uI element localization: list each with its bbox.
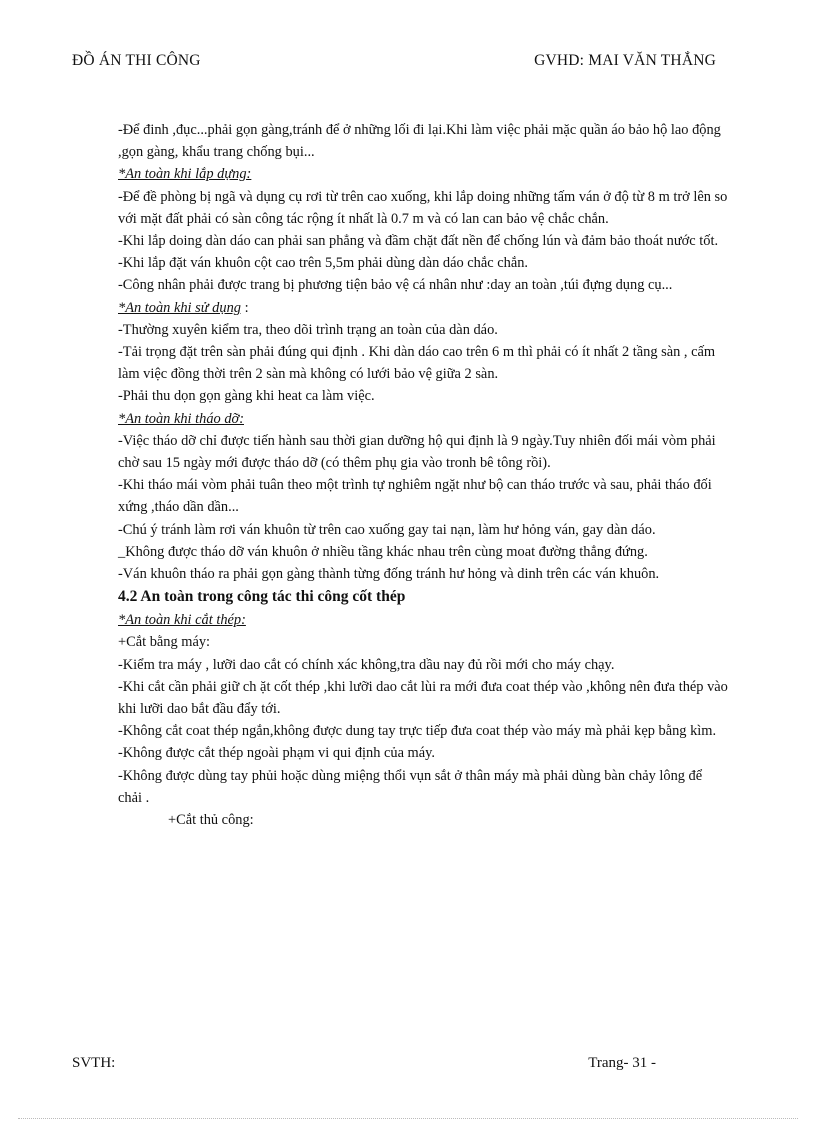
paragraph: -Ván khuôn tháo ra phải gọn gàng thành từng đống tránh hư hỏng và dinh trên các ván khuôn. [118, 566, 660, 583]
paragraph: -Không được dùng tay phủi hoặc dùng miệng thổi vụn sắt ở thân máy mà phải dùng bàn chảy lông để chải . [118, 767, 703, 806]
paragraph: -Chú ý tránh làm rơi ván khuôn từ trên cao xuống gay tai nạn, làm hư hỏng ván, gay dàn dáo. [118, 521, 656, 538]
header-instructor: GVHD: MAI VĂN THẮNG [534, 52, 716, 69]
paragraph: +Cắt bằng máy: [118, 634, 211, 651]
header-project-title: ĐỒ ÁN THI CÔNG [72, 52, 201, 69]
subheading-usage-text: *An toàn khi sử dụng [118, 299, 241, 316]
footer-student: SVTH: [72, 1055, 116, 1071]
paragraph: +Cắt thủ công: [168, 812, 254, 829]
paragraph: _Không được tháo dỡ ván khuôn ở nhiều tầng khác nhau trên cùng moat đường thẳng đứng. [118, 543, 648, 560]
paragraph: -Khi lắp đặt ván khuôn cột cao trên 5,5m phải dùng dàn dáo chắc chắn. [118, 255, 528, 272]
paragraph: -Tải trọng đặt trên sàn phải đúng qui định . Khi dàn dáo cao trên 6 m thì phải có ít nhất 2 tầng sàn , cấm làm việc đồng thời trên 2 sàn mà không có lưới bảo vệ giữa 2 sàn. [118, 344, 716, 383]
paragraph: -Phải thu dọn gọn gàng khi heat ca làm việc. [118, 388, 375, 405]
section-heading: 4.2 An toàn trong công tác thi công cốt thép [118, 588, 406, 606]
subheading-cutting: *An toàn khi cắt thép: [118, 612, 246, 629]
subheading-dismantling: *An toàn khi tháo dỡ: [118, 410, 244, 427]
paragraph: -Kiểm tra máy , lưỡi dao cắt có chính xác không,tra dầu nay đủ rồi mới cho máy chạy. [118, 656, 615, 673]
page-header [72, 52, 716, 76]
paragraph: -Để đinh ,đục...phải gọn gàng,tránh để ở những lối đi lại.Khi làm việc phải mặc quần áo bảo hộ lao động ,gọn gàng, khẩu trang chống bụi... [118, 122, 721, 161]
page-number: Trang- 31 - [588, 1055, 656, 1071]
page-bottom-divider [18, 1118, 798, 1119]
paragraph: -Không cắt coat thép ngắn,không được dung tay trực tiếp đưa coat thép vào máy mà phải kẹp bằng kìm. [118, 723, 717, 740]
paragraph: -Việc tháo dỡ chỉ được tiến hành sau thời gian dưỡng hộ qui định là 9 ngày.Tuy nhiên đối mái vòm phải chờ sau 15 ngày mới được tháo dỡ (có thêm phụ gia vào tronh bê tông rồi). [118, 432, 716, 472]
paragraph: -Khi tháo mái vòm phải tuân theo một trình tự nghiêm ngặt như bộ can tháo trước và sau, phải tháo đối xứng ,tháo dần dần... [118, 477, 712, 516]
paragraph: -Không được cắt thép ngoài phạm vi qui định của máy. [118, 745, 436, 762]
paragraph: -Thường xuyên kiểm tra, theo dõi trình trạng an toàn của dàn dáo. [118, 321, 498, 338]
paragraph: -Khi cắt cần phải giữ ch ặt cốt thép ,khi lưỡi dao cắt lùi ra mới đưa coat thép vào ,không nên đưa thép vào khi lưỡi dao bắt đầu đẩy tới. [118, 678, 728, 718]
paragraph: -Để đề phòng bị ngã và dụng cụ rơi từ trên cao xuống, khi lắp doing những tấm ván ở độ từ 8 m trở lên so với mặt đất phải có sàn công tác rộng ít nhất là 0.7 m và có lan can bảo vệ chắc chắn. [118, 188, 728, 227]
paragraph: -Khi lắp doing dàn dáo can phải san phẳng và đầm chặt đất nền để chống lún và đảm bảo thoát nước tốt. [118, 233, 719, 250]
subheading-assembly: *An toàn khi lắp dựng: [118, 166, 252, 183]
paragraph: -Công nhân phải được trang bị phương tiện bảo vệ cá nhân như :day an toàn ,túi đựng dụng cụ... [118, 277, 673, 294]
document-body [118, 119, 728, 831]
subheading-usage-suffix: : [240, 299, 249, 316]
subheading-usage [118, 297, 728, 319]
page-footer [72, 1055, 656, 1077]
